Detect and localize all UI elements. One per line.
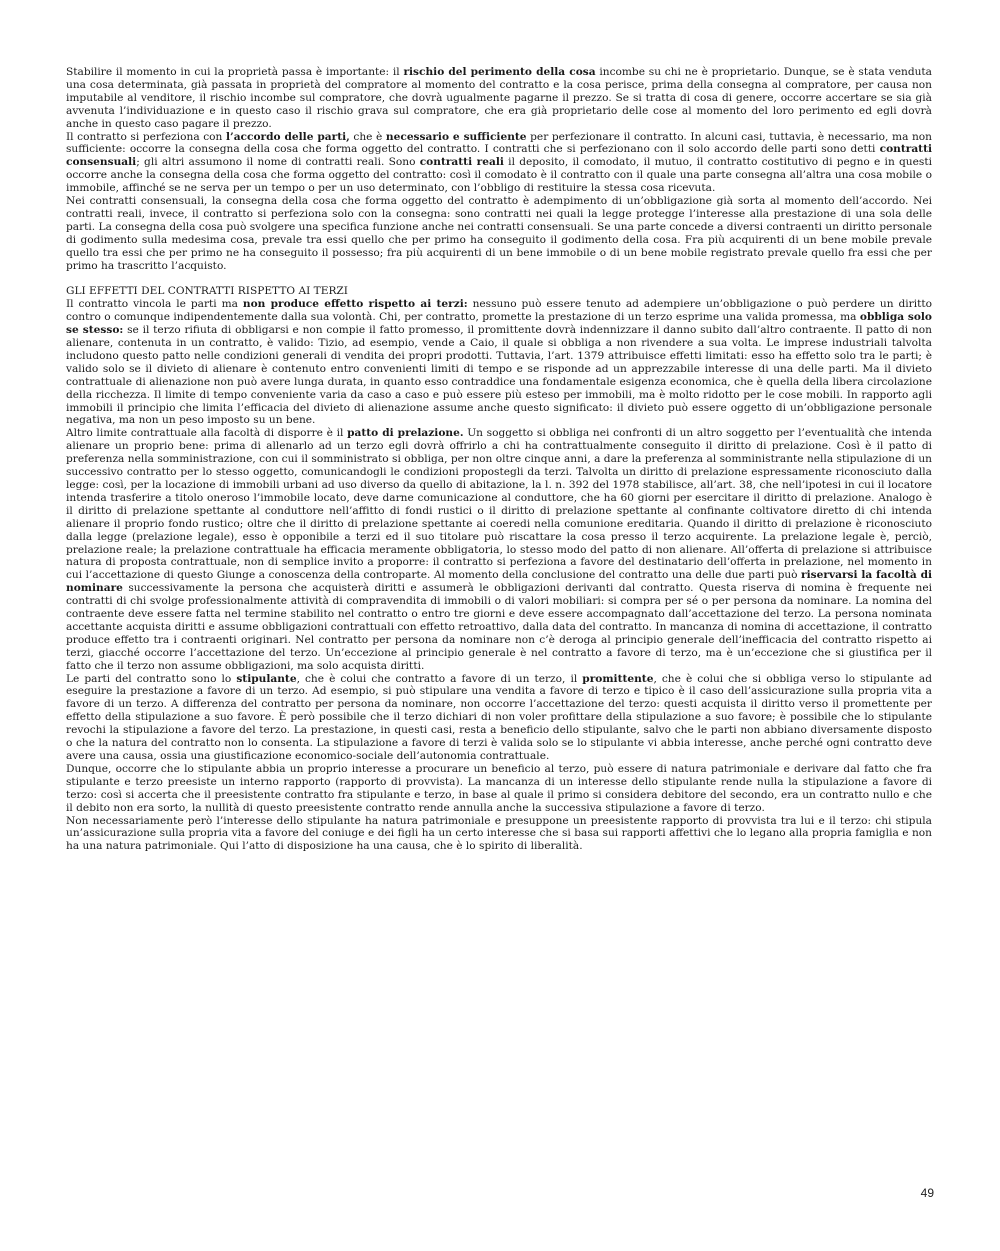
bold-term: obbliga solo se stesso: bbox=[66, 311, 932, 337]
bold-term: rischio del perimento della cosa bbox=[403, 66, 596, 78]
spacer bbox=[66, 273, 932, 286]
bold-term: patto di prelazione. bbox=[347, 427, 464, 440]
bold-term: promittente bbox=[582, 672, 654, 685]
bold-term: contratti consensuali bbox=[66, 143, 932, 169]
document-body bbox=[66, 66, 932, 853]
paragraph-preemption: Altro limite contrattuale alla facoltà di disporre è il patto di prelazione. Un soggetto si obbliga nei confronti di un altro soggetto per l’eventualità che intenda alienare un proprio bene: prima di allenarlo ad un terzo egli dovrà offrirlo a chi ha contrattualmente conseguito il diritto di prelazione. Così è il patto di preferenza nella somministrazione, con cui il somministrato si obbliga, per non oltre cinque anni, a dare la preferenza al somministrante nella stipulazione di un successivo contratto per lo stesso oggetto, comunicandogli le condizioni propostegli da terzi. Talvolta un diritto di prelazione espressamente riconosciuto dalla legge: così, per la locazione di immobili urbani ad uso diverso da quello di abitazione, la l. n. 392 del 1978 stabilisce, all’art. 38, che nell’ipotesi in cui il locatore intenda trasferire a titolo oneroso l’immobile locato, deve darne comunicazione al conduttore, che ha 60 giorni per esercitare il diritto di prelazione. Analogo è il diritto di prelazione spettante al conduttore nell’affitto di fondi rustici o il diritto di prelazione spettante al confinante coltivatore diretto di chi intenda alienare il proprio fondo rustico; oltre che il diritto di prelazione spettante ai coeredi nella comunione ereditaria. Quando il diritto di prelazione è riconosciuto dalla legge (prelazione legale), esso è opponibile a terzi ed il suo titolare può riscattare la cosa presso il terzo acquirente. La prelazione legale è, perciò, prelazione reale; la prelazione contrattuale ha efficacia meramente obbligatoria, lo stesso modo del patto di non alienare. All’offerta di prelazione si attribuisce natura di proposta contrattuale, non di semplice invito a proporre: il contratto si perfeziona a favore del destinatario dell’offerta in prelazione, nel momento in cui l’accettazione di questo Giunge a conoscenza della controparte. Al momento della conclusione del contratto una delle due parti può riservarsi la facoltà di nominare successivamente la persona che acquisterà diritti e assumerà le obbligazioni derivanti dal contratto. Questa riserva di nomina è frequente nei contratti di chi svolge professionalmente attività di compravendita di immobili o di valori mobiliari: si compra per sé o per persona da nominare. La nomina del contraente deve essere fatta nel termine stabilito nel contratto o entro tre giorni e deve essere accompagnato dall’accettazione del terzo. La persona nominata accettante acquista diritti e assume obbligazioni contrattuali con effetto retroattivo, dalla data del contratto. In mancanza di nomina di accettazione, il contratto produce effetto tra i contraenti originari. Nel contratto per persona da nominare non c’è deroga al principio generale dell’inefficacia del contratto rispetto ai terzi, giacché occorre l’accettazione del terzo. Un’eccezione al principio generale è nel contratto a favore di terzo, ma è un’eccezione che si giustifica per il fatto che il terzo non assume obbligazioni, ma solo acquista diritti. bbox=[66, 427, 932, 672]
bold-term: stipulante bbox=[236, 672, 297, 685]
bold-term: l’accordo delle parti, bbox=[225, 130, 350, 143]
paragraph-interest: Dunque, occorre che lo stipulante abbia un proprio interesse a procurare un beneficio al terzo, può essere di natura patrimoniale e derivare dal fatto che fra stipulante e terzo preesiste un interno rapporto (rapporto di provvista). La mancanza di un interesse dello stipulante rende nulla la stipulazione a favore di terzo: così si accerta che il preesistente contratto fra stipulante e terzo, in base al quale il primo si considera debitore del secondo, era un contratto nullo e che il debito non era sorto, la nullità di questo preesistente contratto rende annulla anche la successiva stipulazione a favore di terzo. bbox=[66, 762, 932, 814]
paragraph-risk: Stabilire il momento in cui la proprietà passa è importante: il rischio del perimento della cosa incombe su chi ne è proprietario. Dunque, se è stata venduta una cosa determinata, già passata in proprietà del compratore al momento del contratto e la cosa perisce, prima della consegna al compratore, per causa non imputabile al venditore, il rischio incombe sul compratore, che dovrà ugualmente pagarne il prezzo. Se si tratta di cosa di genere, occorre accertare se sia già avvenuta l’individuazione e in questo caso il rischio grava sul compratore, che era già proprietario delle cose al momento del loro perimento ed egli dovrà anche in questo caso pagare il prezzo. bbox=[66, 66, 932, 130]
section-heading: GLI EFFETTI DEL CONTRATTI RISPETTO AI TERZI bbox=[66, 285, 348, 298]
paragraph-consensual: Nei contratti consensuali, la consegna della cosa che forma oggetto del contratto è adempimento di un’obbligazione già sorta al momento dell’accordo. Nei contratti reali, invece, il contratto si perfeziona solo con la consegna: sono contratti nei quali la legge protegge l’interesse alla prestazione di una sola delle parti. La consegna della cosa può svolgere una specifica funzione anche nei contratti consensuali. Se una parte concede a diversi contraenti un diritto personale di godimento sulla medesima cosa, prevale tra essi quello che per primo ha conseguito il godimento della cosa. Fra più acquirenti di un bene mobile prevale quello tra essi che per primo ne ha conseguito il possesso; fra più acquirenti di un bene immobile o di un bene mobile registrato prevale quello fra essi che per primo ha trascritto l’acquisto. bbox=[66, 195, 932, 272]
bold-term: non produce effetto rispetto ai terzi: bbox=[242, 298, 468, 311]
paragraph-stipulation: Le parti del contratto sono lo stipulante, che è colui che contratto a favore di un terzo, il promittente, che è colui che si obbliga verso lo stipulante ad eseguire la prestazione a favore di un terzo. Ad esempio, si può stipulare una vendita a favore di terzo e tipico è il caso dell’assicurazione sulla propria vita a favore di un terzo. A differenza del contratto per persona da nominare, non occorre l’accettazione del terzo: questi acquista il diritto verso il promettente per effetto della stipulazione a suo favore. È però possibile che il terzo dichiari di non voler profittare della stipulazione a suo favore; è possibile che lo stipulante revochi la stipulazione a favore del terzo. La prestazione, in questi casi, resta a beneficio dello stipulante, salvo che le parti non abbiano diversamente disposto o che la natura del contratto non lo consenta. La stipulazione a favore di terzi è valida solo se lo stipulante vi abbia interesse, anche perché ogni contratto deve avere una causa, ossia una giustificazione economico-sociale dell’autonomia contrattuale. bbox=[66, 672, 932, 763]
paragraph-liberality: Non necessariamente però l’interesse dello stipulante ha natura patrimoniale e presuppone un preesistente rapporto di provvista tra lui e il terzo: chi stipula un’assicurazione sulla propria vita a favore del coniuge e dei figli ha un certo interesse che si basa sui rapporti affettivi che lo legano alla propria famiglia e non ha una natura patrimoniale. Qui l’atto di disposizione ha una causa, che è lo spirito di liberalità. bbox=[66, 814, 932, 853]
paragraph-third-parties: Il contratto vincola le parti ma non produce effetto rispetto ai terzi: nessuno può essere tenuto ad adempiere un’obbligazione o può perdere un diritto contro o comunque indipendentemente dalla sua volontà. Chi, per contratto, promette la prestazione di un terzo esprime una valida promessa, ma obbliga solo se stesso: se il terzo rifiuta di obbligarsi e non compie il fatto promesso, il promittente dovrà indennizzare il danno subito dall’altro contraente. Il patto di non alienare, contenuta in un contratto, è valido: Tizio, ad esempio, vende a Caio, il quale si obbliga a non rivendere a sua volta. Le imprese industriali talvolta includono questo patto nelle condizioni generali di vendita dei propri prodotti. Tuttavia, l’art. 1379 attribuisce effetti limitati: esso ha effetto solo tra le parti; è valido solo se il divieto di alienare è contenuto entro convenienti limiti di tempo e se risponde ad un apprezzabile interesse di una delle parti. Ma il divieto contrattuale di alienazione non può avere lunga durata, in quanto esso contraddice una fondamentale esigenza economica, che è quella della libera circolazione della ricchezza. Il limite di tempo conveniente varia da caso a caso e può essere più esteso per immobili, ma è molto ridotto per le cose mobili. In rapporto agli immobili il principio che limita l’efficacia del divieto di alienazione assume anche questo significato: il divieto può essere oggetto di un’obbligazione personale negativa, ma non un peso imposto su un bene. bbox=[66, 298, 932, 427]
paragraph-agreement: Il contratto si perfeziona con l’accordo delle parti, che è necessario e sufficiente per perfezionare il contratto. In alcuni casi, tuttavia, è necessario, ma non sufficiente: occorre la consegna della cosa che forma oggetto del contratto. I contratti che si perfezionano con il solo accordo delle parti sono detti contratti consensuali; gli altri assumono il nome di contratti reali. Sono contratti reali il deposito, il comodato, il mutuo, il contratto costitutivo di pegno e in questi occorre anche la consegna della cosa che forma oggetto del contratto: così il comodato è il contratto con il quale una parte consegna all’altra una cosa mobile o immobile, affinché se ne serva per un tempo o per un uso determinato, con l’obbligo di restituire la stessa cosa ricevuta. bbox=[66, 130, 933, 195]
bold-term: riservarsi la facoltà di nominare bbox=[66, 569, 932, 595]
page-number: 49 bbox=[920, 1186, 934, 1200]
bold-term: necessario e sufficiente bbox=[385, 130, 527, 143]
bold-term: contratti reali bbox=[419, 156, 504, 169]
